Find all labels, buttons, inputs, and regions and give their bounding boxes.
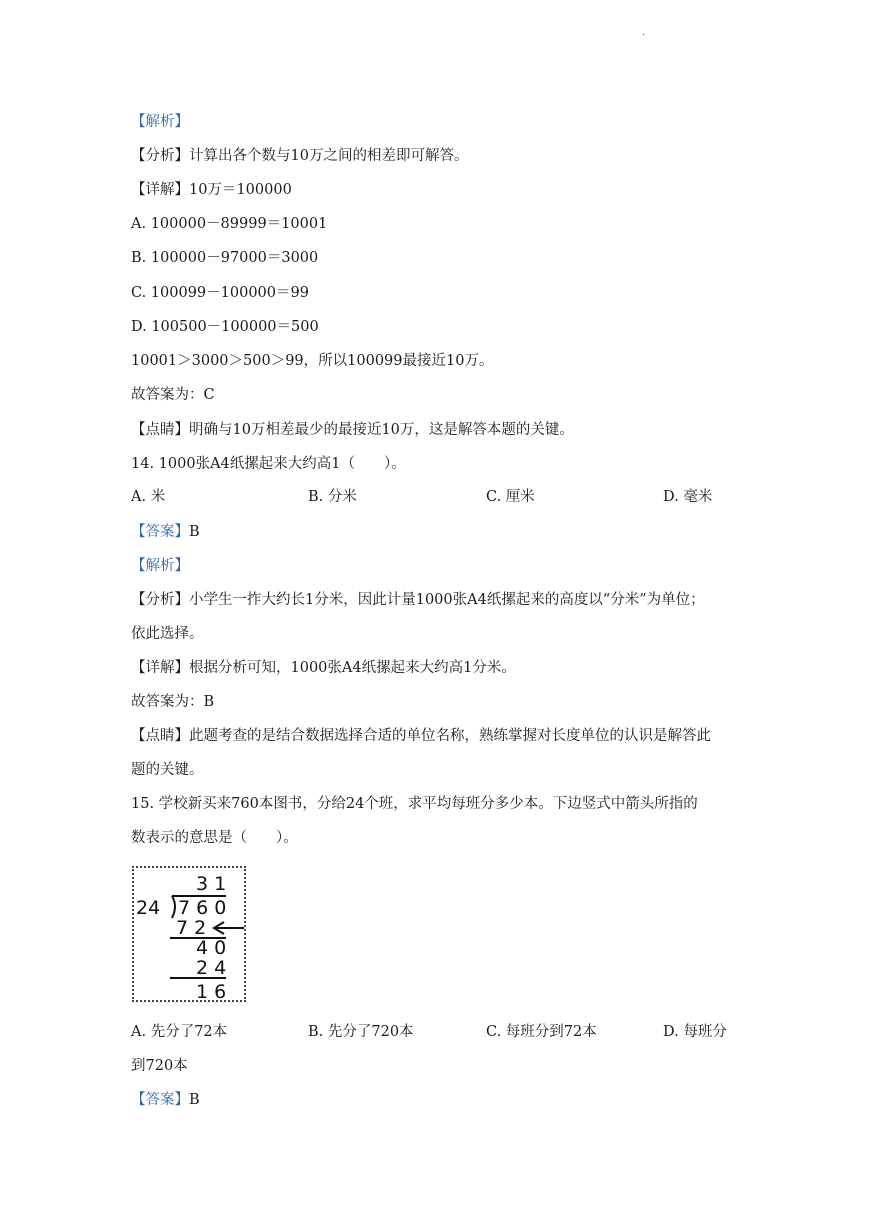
- daan-value: B: [189, 1092, 200, 1108]
- q13-step-a: A. 100000－89999＝10001: [131, 216, 328, 232]
- q15-option-b: B. 先分了720本: [308, 1024, 414, 1040]
- daan-tag: 【答案】: [131, 524, 189, 540]
- q15-stem-cont: 数表示的意思是（ ）。: [131, 830, 298, 846]
- q13-answer: 故答案为：C: [131, 387, 215, 403]
- q13-xiangjie: [131, 180, 292, 200]
- fenxi-tag: 【分析】: [131, 592, 189, 608]
- q14-xiangjie: [131, 658, 516, 678]
- q13-fenxi: [131, 146, 468, 166]
- q15-option-d: D. 每班分: [663, 1024, 727, 1040]
- q14-option-a: A. 米: [131, 489, 166, 505]
- q13-dianjing: [131, 420, 574, 440]
- step-remainder-1: 4 0: [196, 937, 227, 959]
- dianjing-text: 明确与10万相差最少的最接近10万，这是解答本题的关键。: [189, 422, 574, 438]
- q14-stem: 14. 1000张A4纸摞起来大约高1（ ）。: [131, 456, 406, 472]
- q13-step-d: D. 100500－100000＝500: [131, 319, 319, 335]
- q14-answer-line: 故答案为：B: [131, 694, 215, 710]
- q14-option-c: C. 厘米: [486, 489, 535, 505]
- q14-dianjing-cont: 题的关键。: [131, 762, 204, 778]
- dividend: 7 6 0: [178, 897, 227, 919]
- xiangjie-text: 10万＝100000: [189, 182, 292, 198]
- q14-jiexi-heading: 【解析】: [131, 558, 189, 574]
- fenxi-tag: 【分析】: [131, 148, 189, 164]
- q14-fenxi: [131, 590, 705, 610]
- division-bracket: [172, 896, 175, 918]
- corner-mark: ·: [642, 30, 646, 41]
- q14-dianjing: [131, 726, 711, 746]
- long-division-svg: [134, 868, 244, 1000]
- daan-tag: 【答案】: [131, 1092, 189, 1108]
- divisor: 24: [136, 897, 161, 919]
- long-division-figure: [132, 866, 246, 1002]
- xiangjie-tag: 【详解】: [131, 660, 189, 676]
- q13-step-b: B. 100000－97000＝3000: [131, 250, 319, 266]
- fenxi-text: 计算出各个数与10万之间的相差即可解答。: [189, 148, 469, 164]
- quotient: 3 1: [196, 873, 227, 895]
- q14-fenxi-cont: 依此选择。: [131, 626, 204, 642]
- final-remainder: 1 6: [196, 981, 227, 1000]
- daan-value: B: [189, 524, 200, 540]
- fenxi-text: 小学生一拃大约长1分米，因此计量1000张A4纸摞起来的高度以“分米”为单位；: [189, 592, 705, 608]
- q15-answer: [131, 1090, 200, 1110]
- q15-option-c: C. 每班分到72本: [486, 1024, 597, 1040]
- dianjing-tag: 【点睛】: [131, 728, 189, 744]
- q13-compare: 10001＞3000＞500＞99，所以100099最接近10万。: [131, 353, 494, 369]
- q15-stem: 15. 学校新买来760本图书，分给24个班，求平均每班分多少本。下边竖式中箭头所指的: [131, 796, 698, 812]
- xiangjie-text: 根据分析可知，1000张A4纸摞起来大约高1分米。: [189, 660, 516, 676]
- q15-option-d-cont: 到720本: [131, 1058, 188, 1074]
- q14-option-d: D. 毫米: [663, 489, 713, 505]
- q13-step-c: C. 100099－100000＝99: [131, 285, 309, 301]
- q15-option-a: A. 先分了72本: [131, 1024, 228, 1040]
- q14-answer: [131, 522, 200, 542]
- step-product-1: 7 2: [176, 917, 207, 939]
- q14-option-b: B. 分米: [308, 489, 357, 505]
- dianjing-tag: 【点睛】: [131, 422, 189, 438]
- q13-jiexi-heading: 【解析】: [131, 114, 189, 130]
- step-product-2: 2 4: [196, 957, 227, 979]
- xiangjie-tag: 【详解】: [131, 182, 189, 198]
- dianjing-text: 此题考查的是结合数据选择合适的单位名称，熟练掌握对长度单位的认识是解答此: [189, 728, 711, 744]
